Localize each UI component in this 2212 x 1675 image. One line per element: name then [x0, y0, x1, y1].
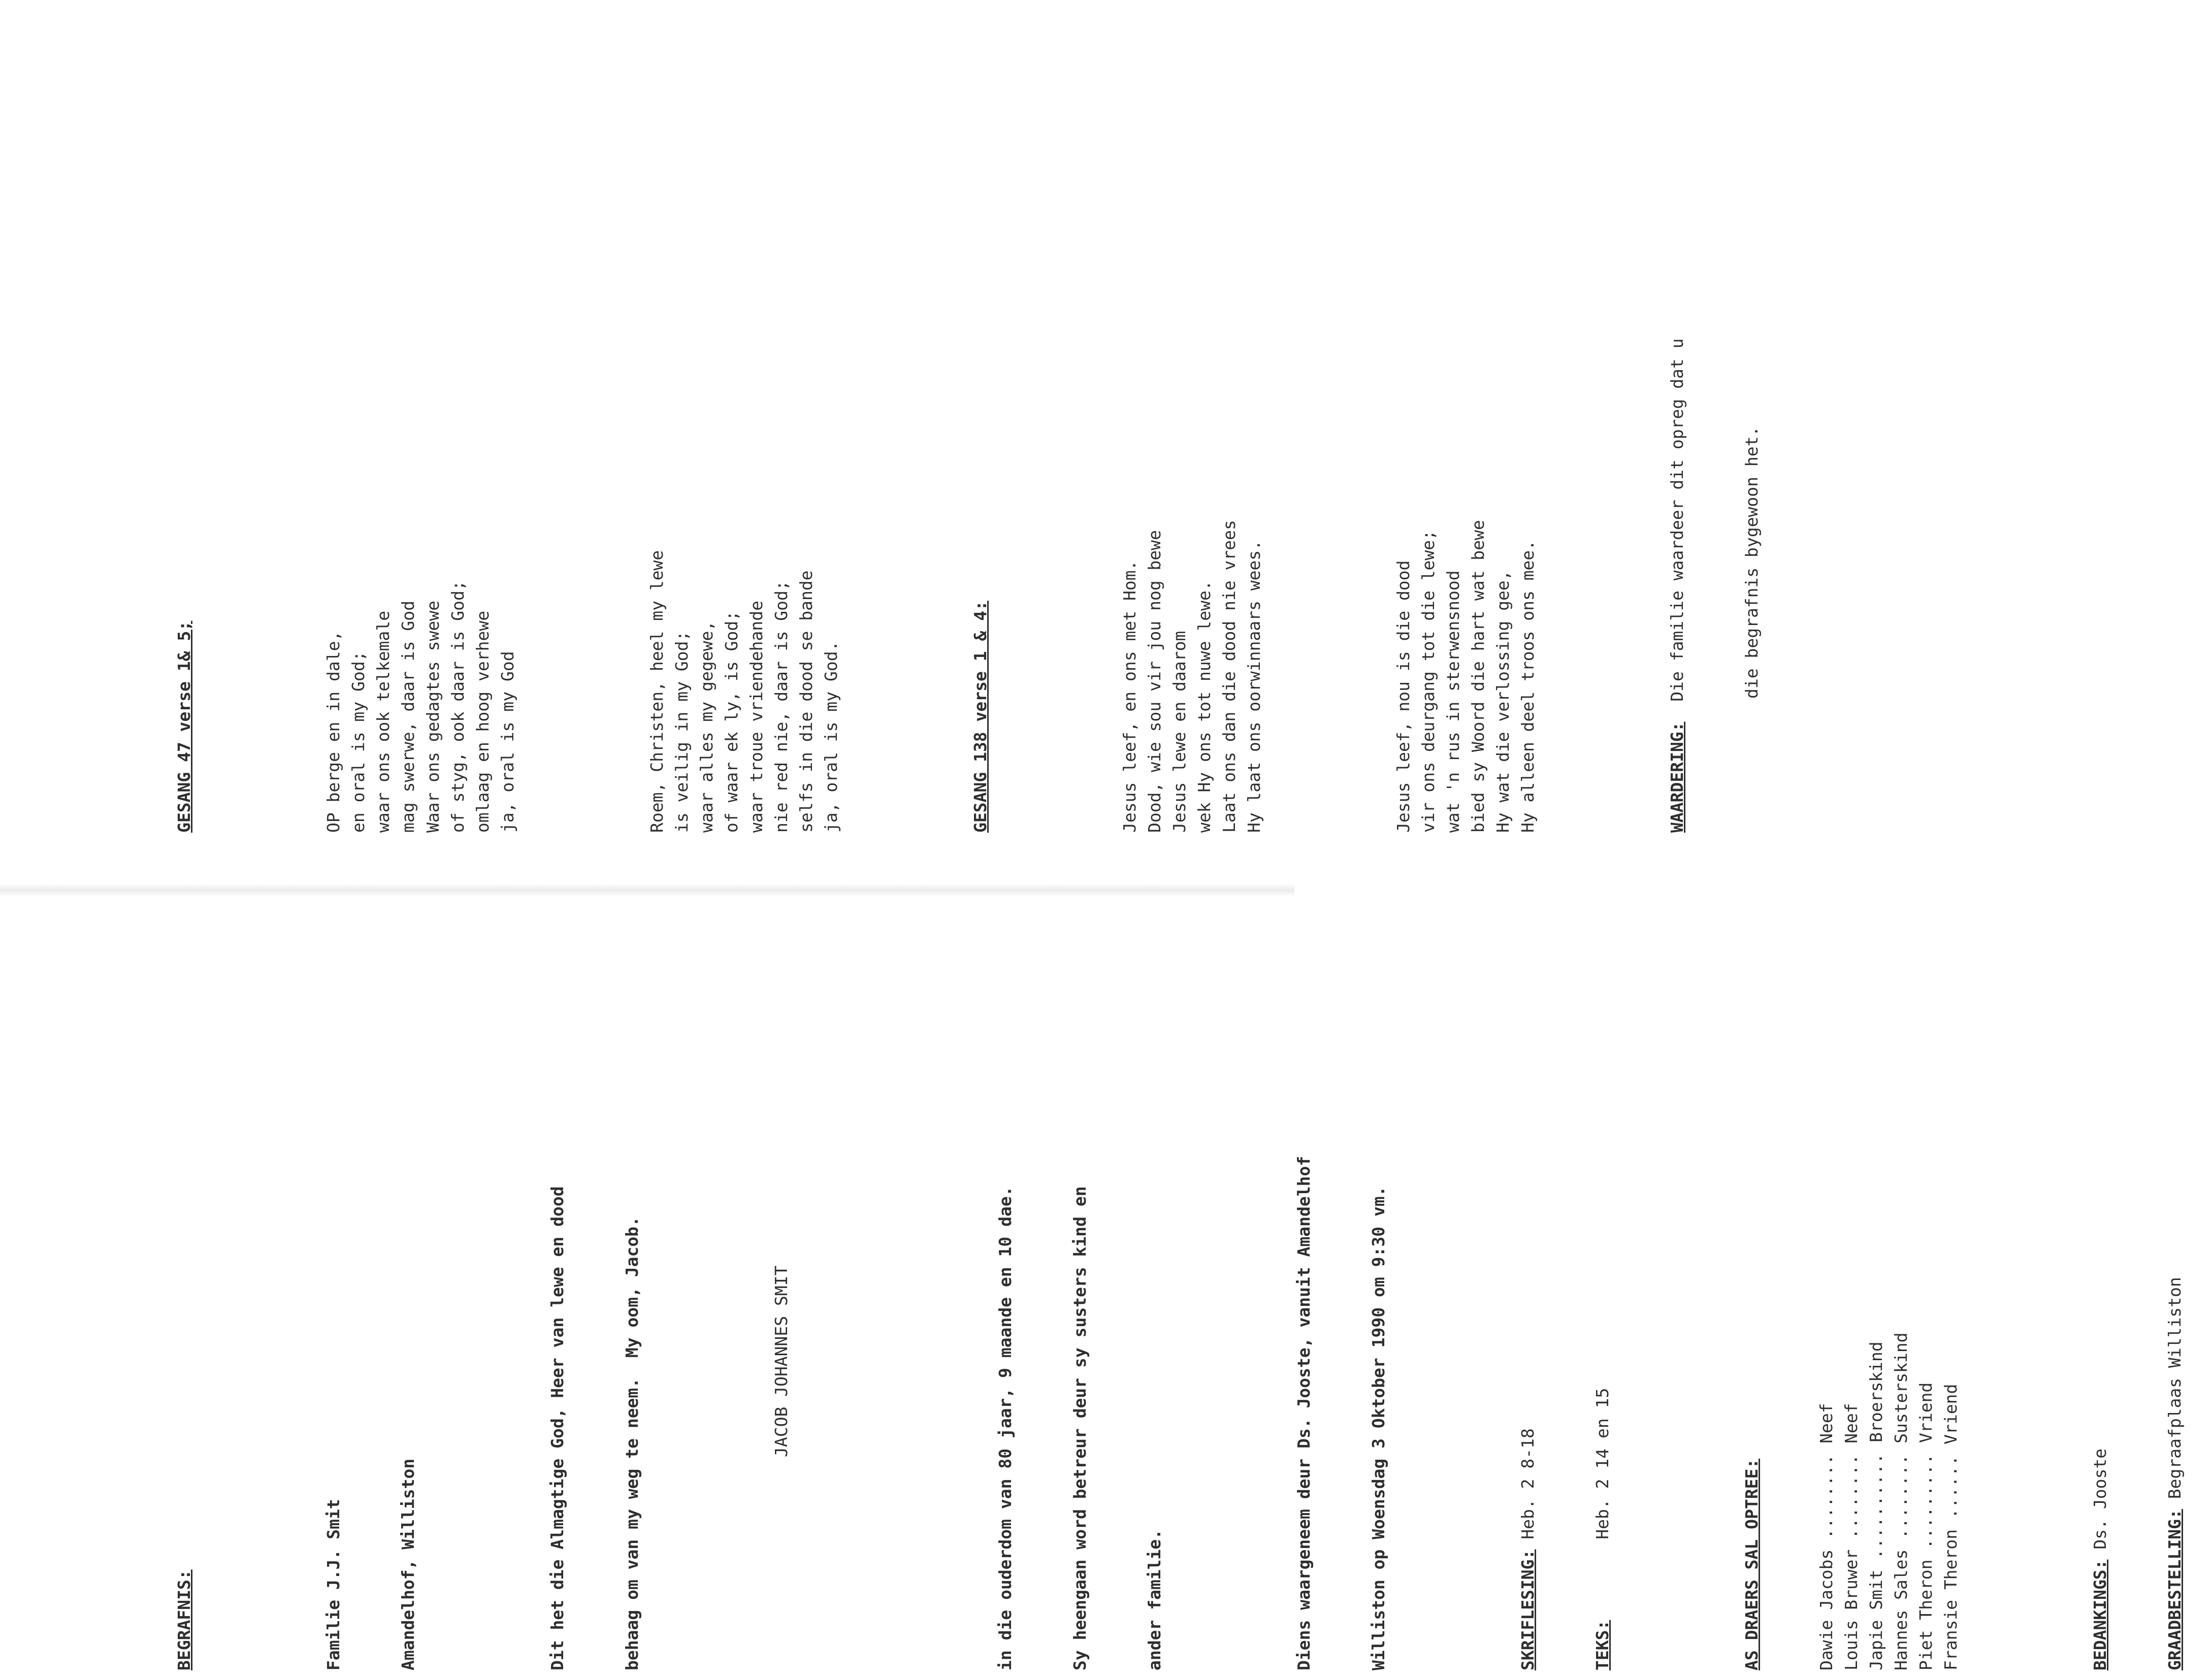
hymn1-verse1-line: Waar ons gedagtes swewe	[423, 601, 443, 833]
bearer-row	[1913, 1156, 1938, 1670]
intro-line-1: Dit het die Almagtige God, Heer van lewe en dood	[547, 1186, 567, 1670]
deceased-name: JACOB JOHANNES SMIT	[771, 1265, 791, 1457]
hymn1-verse1-line: omlaag en hoog verhewe	[473, 610, 493, 833]
hymn1-verse2	[644, 338, 843, 833]
reading-label: SKRIFLESING:	[1518, 1549, 1538, 1670]
dotted-leader: ........	[1816, 1443, 1836, 1550]
hymn1-verse1-line: OP berge en in dale,	[323, 631, 343, 833]
hymn2-verse2	[1391, 338, 1540, 833]
service-line-2: Williston op Woensdag 3 Oktober 1990 om 9:30 vm.	[1369, 1186, 1388, 1670]
bearer-row	[1938, 1156, 1963, 1670]
hymn1-verse2-line: is veilig in my God;	[672, 631, 692, 833]
dotted-leader: .........	[1916, 1442, 1936, 1560]
hymn2-verse2-line: Hy wat die verlossing gee,	[1493, 570, 1513, 833]
bearer-row	[1889, 1156, 1913, 1670]
hymn2-verse1-line: wek Hy ons tot nuwe lewe.	[1194, 580, 1214, 833]
dotted-leader: ..........	[1866, 1442, 1886, 1570]
dotted-leader: ........	[1841, 1443, 1861, 1550]
waardering-line-2: die begrafnis bygewoon het.	[1742, 426, 1762, 699]
hymn1-verse2-line: of waar ek ly, is God;	[722, 610, 741, 833]
bearer-name: Louis Bruwer	[1841, 1549, 1861, 1670]
bearer-name: Japie Smit	[1866, 1569, 1886, 1670]
hymn1-verse2-line: nie red nie, daar is God;	[771, 580, 791, 833]
age-line-1: in die ouderdom van 80 jaar, 9 maande en 10 dae.	[995, 1186, 1015, 1670]
hymn1-verse1-line: mag swerwe, daar is God	[398, 601, 418, 833]
hymn2-title: GESANG 138 verse 1 & 4:	[970, 601, 990, 833]
text-label: TEKS:	[1592, 1620, 1612, 1670]
right-hymns	[122, 338, 1789, 833]
thanks-label: BEDANKINGS:	[2090, 1559, 2110, 1670]
bearer-row	[1814, 1156, 1839, 1670]
hymn2-verse1	[1117, 338, 1266, 833]
hymn1-verse1-line: waar ons ook telkemale	[373, 610, 393, 833]
hymn2-verse2-line: Hy alleen deel troos ons mee.	[1518, 540, 1538, 833]
burial-label: GRAADBESTELLING:	[2165, 1509, 2185, 1670]
bearer-row	[1864, 1156, 1889, 1670]
bearer-relation: Vriend	[1941, 1384, 1961, 1444]
left-funeral-notice	[122, 1156, 2212, 1670]
hymn1-verse2-line: ja, oral is my God.	[821, 641, 841, 833]
hymn2-verse2-line: wat 'n rus in sterwensnood	[1443, 570, 1463, 833]
bearer-name: Fransie Theron	[1941, 1529, 1961, 1670]
intro-line-2: behaag om van my weg te neem. My oom, Jacob.	[622, 1216, 642, 1670]
bearer-relation: Vriend	[1916, 1382, 1936, 1443]
hymn2-verse2-line: vir ons deurgang tot die lewe;	[1418, 530, 1438, 833]
bearer-relation: Broerskind	[1866, 1341, 1886, 1442]
burial-value: Begraafplaas Williston	[2165, 1277, 2185, 1499]
hymn2-verse1-line: Jesus leef, en ons met Hom.	[1120, 560, 1140, 833]
hymn2-verse1-line: Dood, wie sou vir jou nog bewe	[1145, 530, 1164, 833]
family-name: Familie J.J. Smit	[323, 1499, 343, 1670]
section-title-begrafnis: BEGRAFNIS:	[174, 1569, 194, 1670]
bearer-name: Hannes Sales	[1891, 1549, 1911, 1670]
hymn2-verse2-line: bied sy Woord die hart wat bewe	[1468, 520, 1488, 833]
hymn1-verse1-line: of styg, ook daar is God;	[448, 580, 468, 833]
bearer-row	[1839, 1156, 1864, 1670]
hymn1-verse2-line: waar troue vriendehande	[746, 601, 766, 833]
paper-fold-line	[0, 883, 1294, 897]
service-line-1: Diens waargeneem deur Ds. Jooste, vanuit Amandelhof	[1294, 1156, 1314, 1670]
hymn1-verse1	[321, 338, 520, 833]
reading-value: Heb. 2 8-18	[1518, 1428, 1538, 1539]
age-line-2: Sy heengaan word betreur deur sy susters kind en	[1070, 1186, 1090, 1670]
bearer-relation: Neef	[1841, 1403, 1861, 1443]
bearer-relation: Neef	[1816, 1403, 1836, 1443]
dotted-leader: ........	[1891, 1443, 1911, 1550]
hymn1-verse2-line: Roem, Christen, heel my lewe	[647, 550, 667, 833]
hymn1-title: GESANG 47 verse 1& 5;	[174, 620, 194, 833]
text-value: Heb. 2 14 en 15	[1592, 1388, 1612, 1539]
waardering-label: WAARDERING:	[1667, 721, 1687, 833]
dotted-leader: ......	[1941, 1444, 1961, 1529]
family-address: Amandelhof, Williston	[398, 1458, 418, 1670]
waardering-line-1: Die familie waardeer dit opreg dat u	[1667, 338, 1687, 702]
hymn1-verse2-line: selfs in die dood se bande	[796, 570, 816, 833]
hymn1-verse1-line: en oral is my God;	[348, 651, 368, 833]
hymn1-verse1-line: ja, oral is my God	[498, 651, 517, 833]
thanks-value: Ds. Jooste	[2090, 1448, 2110, 1550]
hymn2-verse1-line: Laat ons dan die dood nie vrees	[1219, 520, 1239, 833]
hymn2-verse2-line: Jesus leef, nou is die dood	[1393, 560, 1413, 833]
hymn1-verse2-line: waar alles my gegewe,	[697, 620, 717, 833]
hymn2-verse1-line: Hy laat ons oorwinnaars wees.	[1244, 540, 1264, 833]
hymn2-verse1-line: Jesus lewe en daarom	[1169, 631, 1189, 833]
age-line-3: ander familie.	[1145, 1529, 1164, 1670]
bearers-list	[1814, 1156, 1963, 1670]
bearer-relation: Susterskind	[1891, 1332, 1911, 1443]
bearers-heading: AS DRAERS SAL OPTREE:	[1742, 1458, 1762, 1670]
bearer-name: Piet Theron	[1916, 1559, 1936, 1670]
bearer-name: Dawie Jacobs	[1816, 1549, 1836, 1670]
